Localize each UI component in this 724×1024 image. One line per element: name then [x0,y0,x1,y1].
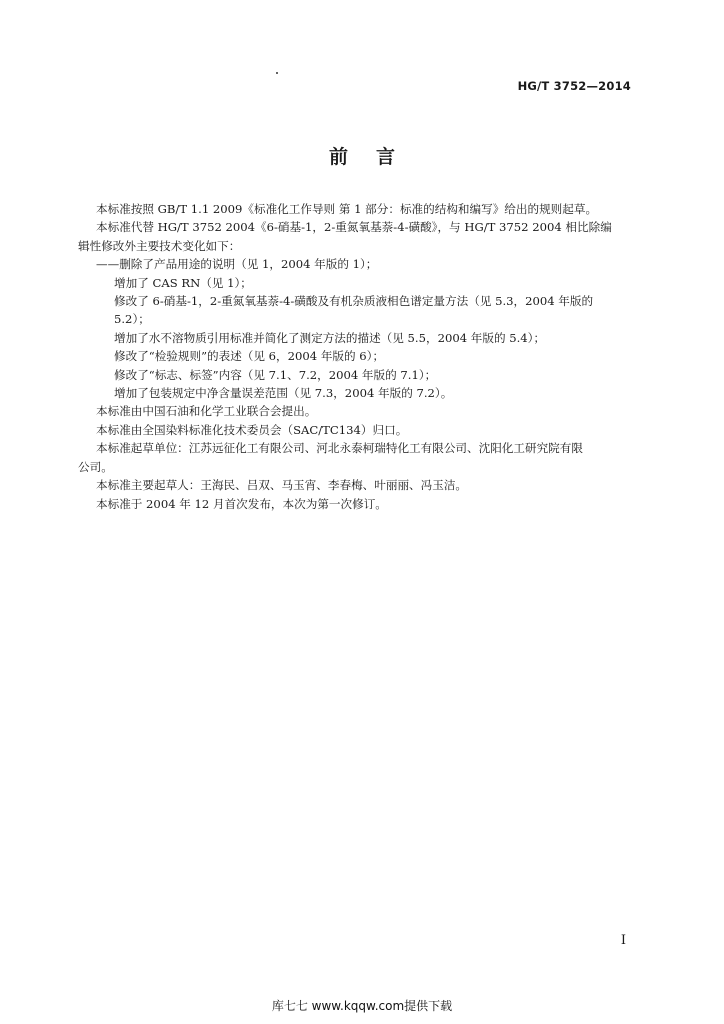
download-footer: 库七七 www.kqqw.com提供下载 [271,999,453,1013]
change-item-3-line-1: 修改了 6-硝基-1，2-重氮氧基萘-4-磺酸及有机杂质液相色谱定量方法（见 5.3，2004 年版的 [114,294,594,309]
paragraph-drafting-units-line-2: 公司。 [78,459,113,474]
paragraph-main-drafters: 本标准主要起草人：王海民、吕双、马玉宵、李春梅、叶丽丽、冯玉洁。 [96,478,468,493]
change-item-6: 修改了“标志、标签”内容（见 7.1、7.2，2004 年版的 7.1）； [114,367,437,382]
page-title [0,142,724,169]
standard-code: HG/T 3752—2014 [517,79,631,93]
change-item-1: ——删除了产品用途的说明（见 1，2004 年版的 1）； [96,257,378,272]
title-char-2: 言 [376,146,396,168]
title-char-1: 前 [328,146,348,168]
paragraph-under-jurisdiction: 本标准由全国染料标准化技术委员会（SAC/TC134）归口。 [96,422,408,437]
paragraph-replaces-line-2: 辑性修改外主要技术变化如下： [78,238,241,253]
paragraph-drafting-units-line-1: 本标准起草单位：江苏远征化工有限公司、河北永泰柯瑞特化工有限公司、沈阳化工研究院有限 [96,441,583,456]
foreword-body [78,200,638,513]
paragraph-drafting-rules: 本标准按照 GB/T 1.1 2009《标准化工作导则 第 1 部分：标准的结构和编写》给出的规则起草。 [96,202,598,216]
paragraph-replaces-line-1: 本标准代替 HG/T 3752 2004《6-硝基-1，2-重氮氧基萘-4-磺酸》，与 HG/T 3752 2004 相比除编 [96,220,612,235]
scan-speck [276,72,278,74]
page-number: I [620,933,626,948]
paragraph-proposed-by: 本标准由中国石油和化学工业联合会提出。 [96,404,317,419]
paragraph-release-history: 本标准于 2004 年 12 月首次发布，本次为第一次修订。 [96,496,387,511]
change-item-5: 修改了“检验规则”的表述（见 6，2004 年版的 6）； [114,349,385,364]
change-item-4: 增加了水不溶物质引用标准并简化了测定方法的描述（见 5.5，2004 年版的 5.4）； [114,330,546,345]
change-item-7: 增加了包装规定中净含量误差范围（见 7.3，2004 年版的 7.2）。 [114,386,453,401]
change-item-3-line-2: 5.2）； [114,312,150,327]
change-item-2: 增加了 CAS RN（见 1）； [114,275,252,290]
